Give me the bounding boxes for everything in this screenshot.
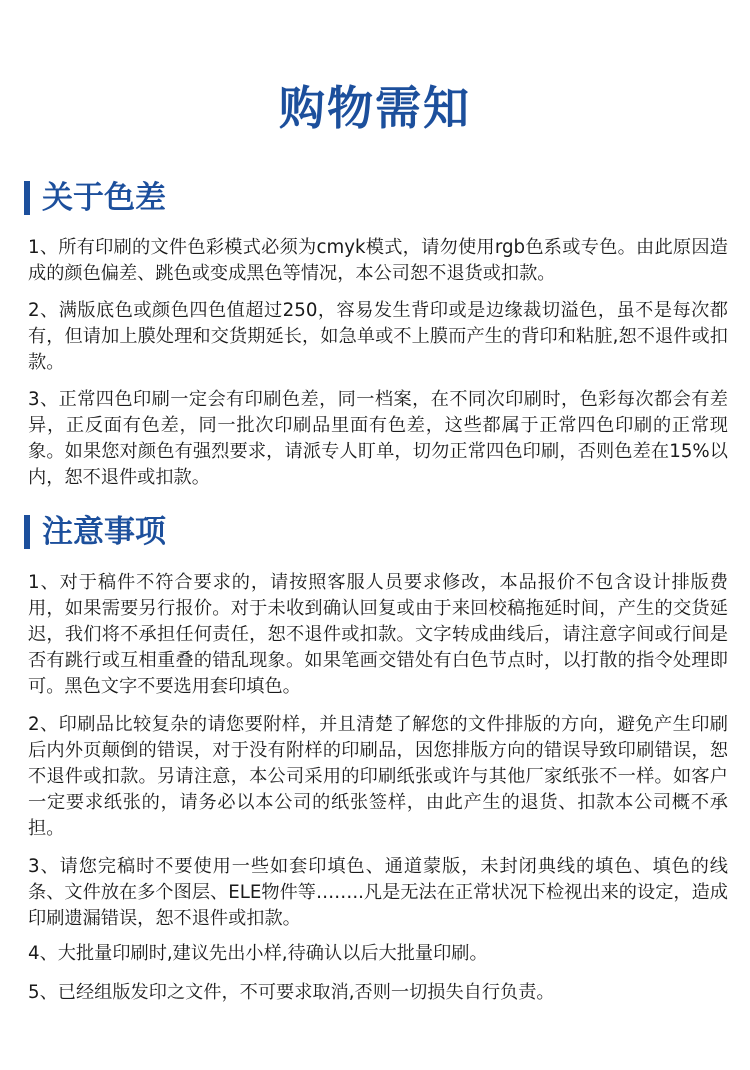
paragraph-notes-3: 3、请您完稿时不要使用一些如套印填色、通道蒙版，未封闭典线的填色、填色的线条、文件放在多个图层、ELE物件等……..凡是无法在正常状况下检视出来的设定，造成印刷遗漏错误，恕不退件或扣款。 <box>28 856 728 929</box>
section-heading-color-difference <box>24 180 166 216</box>
paragraph-color-2: 2、满版底色或颜色四色值超过250，容易发生背印或是边缘裁切溢色，虽不是每次都有，但请加上膜处理和交货期延长，如急单或不上膜而产生的背印和粘脏,恕不退件或扣款。 <box>28 300 728 373</box>
section-title: 关于色差 <box>42 180 166 216</box>
section-heading-notes <box>24 514 166 550</box>
section-accent-bar <box>24 181 30 215</box>
paragraph-notes-5: 5、已经组版发印之文件，不可要求取消,否则一切损失自行负责。 <box>28 982 555 1003</box>
paragraph-color-1: 1、所有印刷的文件色彩模式必须为cmyk模式，请勿使用rgb色系或专色。由此原因造成的颜色偏差、跳色或变成黑色等情况，本公司恕不退货或扣款。 <box>28 237 728 284</box>
paragraph-notes-4: 4、大批量印刷时,建议先出小样,待确认以后大批量印刷。 <box>28 943 488 964</box>
paragraph-notes-2: 2、印刷品比较复杂的请您要附样，并且清楚了解您的文件排版的方向，避免产生印刷后内外页颠倒的错误，对于没有附样的印刷品，因您排版方向的错误导致印刷错误，恕不退件或扣款。另请注意，本公司采用的印刷纸张或许与其他厂家纸张不一样。如客户一定要求纸张的，请务必以本公司的纸张签样，由此产生的退货、扣款本公司概不承担。 <box>28 714 728 839</box>
paragraph-notes-1: 1、对于稿件不符合要求的，请按照客服人员要求修改，本品报价不包含设计排版费用，如果需要另行报价。对于未收到确认回复或由于来回校稿拖延时间，产生的交货延迟，我们将不承担任何责任，恕不退件或扣款。文字转成曲线后，请注意字间或行间是否有跳行或互相重叠的错乱现象。如果笔画交错处有白色节点时，以打散的指令处理即可。黑色文字不要选用套印填色。 <box>28 572 728 697</box>
section-title: 注意事项 <box>42 514 166 550</box>
page-title: 购物需知 <box>279 81 471 135</box>
paragraph-color-3: 3、正常四色印刷一定会有印刷色差，同一档案，在不同次印刷时，色彩每次都会有差异，正反面有色差，同一批次印刷品里面有色差，这些都属于正常四色印刷的正常现象。如果您对颜色有强烈要求，请派专人盯单，切勿正常四色印刷，否则色差在15%以内，恕不退件或扣款。 <box>28 389 728 488</box>
section-accent-bar <box>24 515 30 549</box>
